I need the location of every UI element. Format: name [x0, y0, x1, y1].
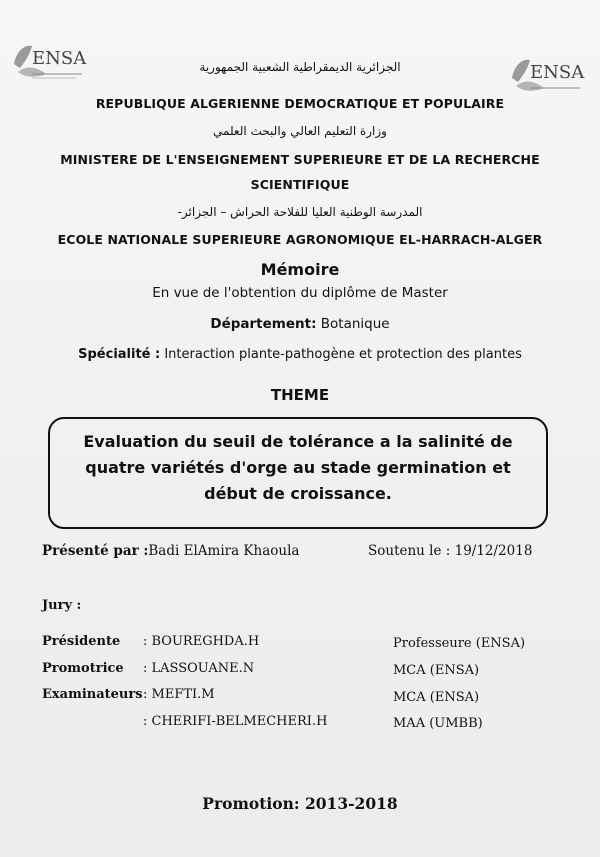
jury-grade-examinateur-1: MCA (ENSA): [393, 690, 480, 705]
ensa-logo-left-text: ENSA: [32, 48, 87, 69]
theme-box: [48, 417, 548, 529]
departement-line: [0, 316, 600, 332]
arabic-ministry-heading: وزارة التعليم العالي والبحث العلمي: [213, 124, 387, 138]
school-heading: ECOLE NATIONALE SUPERIEURE AGRONOMIQUE EL-HARRACH-ALGER: [57, 232, 543, 247]
arabic-school-heading: المدرسة الوطنية العليا للفلاحة الحراش – الجزائر-: [177, 205, 423, 219]
ministry-heading-line1: MINISTERE DE L'ENSEIGNEMENT SUPERIEURE ET DE LA RECHERCHE: [60, 152, 540, 167]
jury-name-examinateur-2: : CHERIFI-BELMECHERI.H: [143, 714, 328, 729]
promotion-footer: Promotion: 2013-2018: [202, 794, 398, 813]
ministry-heading-line2: SCIENTIFIQUE: [250, 177, 350, 192]
jury-name-examinateur-1: : MEFTI.M: [143, 687, 215, 702]
memoire-title: Mémoire: [260, 260, 340, 279]
jury-role-examinateurs: Examinateurs: [42, 687, 143, 702]
ensa-logo-right-text: ENSA: [530, 62, 585, 83]
departement-label: Département:: [210, 316, 317, 332]
arabic-republic-heading: الجزائرية الديمقراطية الشعبية الجمهورية: [199, 60, 401, 74]
jury-grade-promotrice: MCA (ENSA): [393, 663, 480, 678]
jury-name-presidente: : BOUREGHDA.H: [143, 634, 260, 649]
presente-value: Badi ElAmira Khaoula: [148, 543, 300, 559]
jury-grade-examinateur-2: MAA (UMBB): [393, 716, 483, 731]
jury-role-promotrice: Promotrice: [42, 661, 124, 676]
memoire-subtitle: En vue de l'obtention du diplôme de Master: [152, 285, 448, 301]
jury-label: Jury :: [42, 598, 82, 613]
specialite-line: [0, 347, 600, 362]
theme-label: THEME: [270, 386, 330, 404]
presente-line: [42, 543, 299, 559]
jury-role-presidente: Présidente: [42, 634, 121, 649]
theme-line3: début de croissance.: [204, 484, 392, 503]
soutenu-date: Soutenu le : 19/12/2018: [368, 543, 533, 559]
jury-name-promotrice: : LASSOUANE.N: [143, 661, 255, 676]
jury-grade-presidente: Professeure (ENSA): [393, 636, 526, 651]
departement-value: Botanique: [316, 316, 390, 332]
theme-line2: quatre variétés d'orge au stade germination et: [85, 458, 511, 477]
theme-line1: Evaluation du seuil de tolérance a la salinité de: [83, 432, 513, 451]
republic-heading: REPUBLIQUE ALGERIENNE DEMOCRATIQUE ET POPULAIRE: [95, 96, 505, 111]
specialite-label: Spécialité :: [78, 347, 161, 362]
specialite-value: Interaction plante-pathogène et protection des plantes: [160, 347, 522, 362]
presente-label: Présenté par :: [42, 543, 149, 559]
